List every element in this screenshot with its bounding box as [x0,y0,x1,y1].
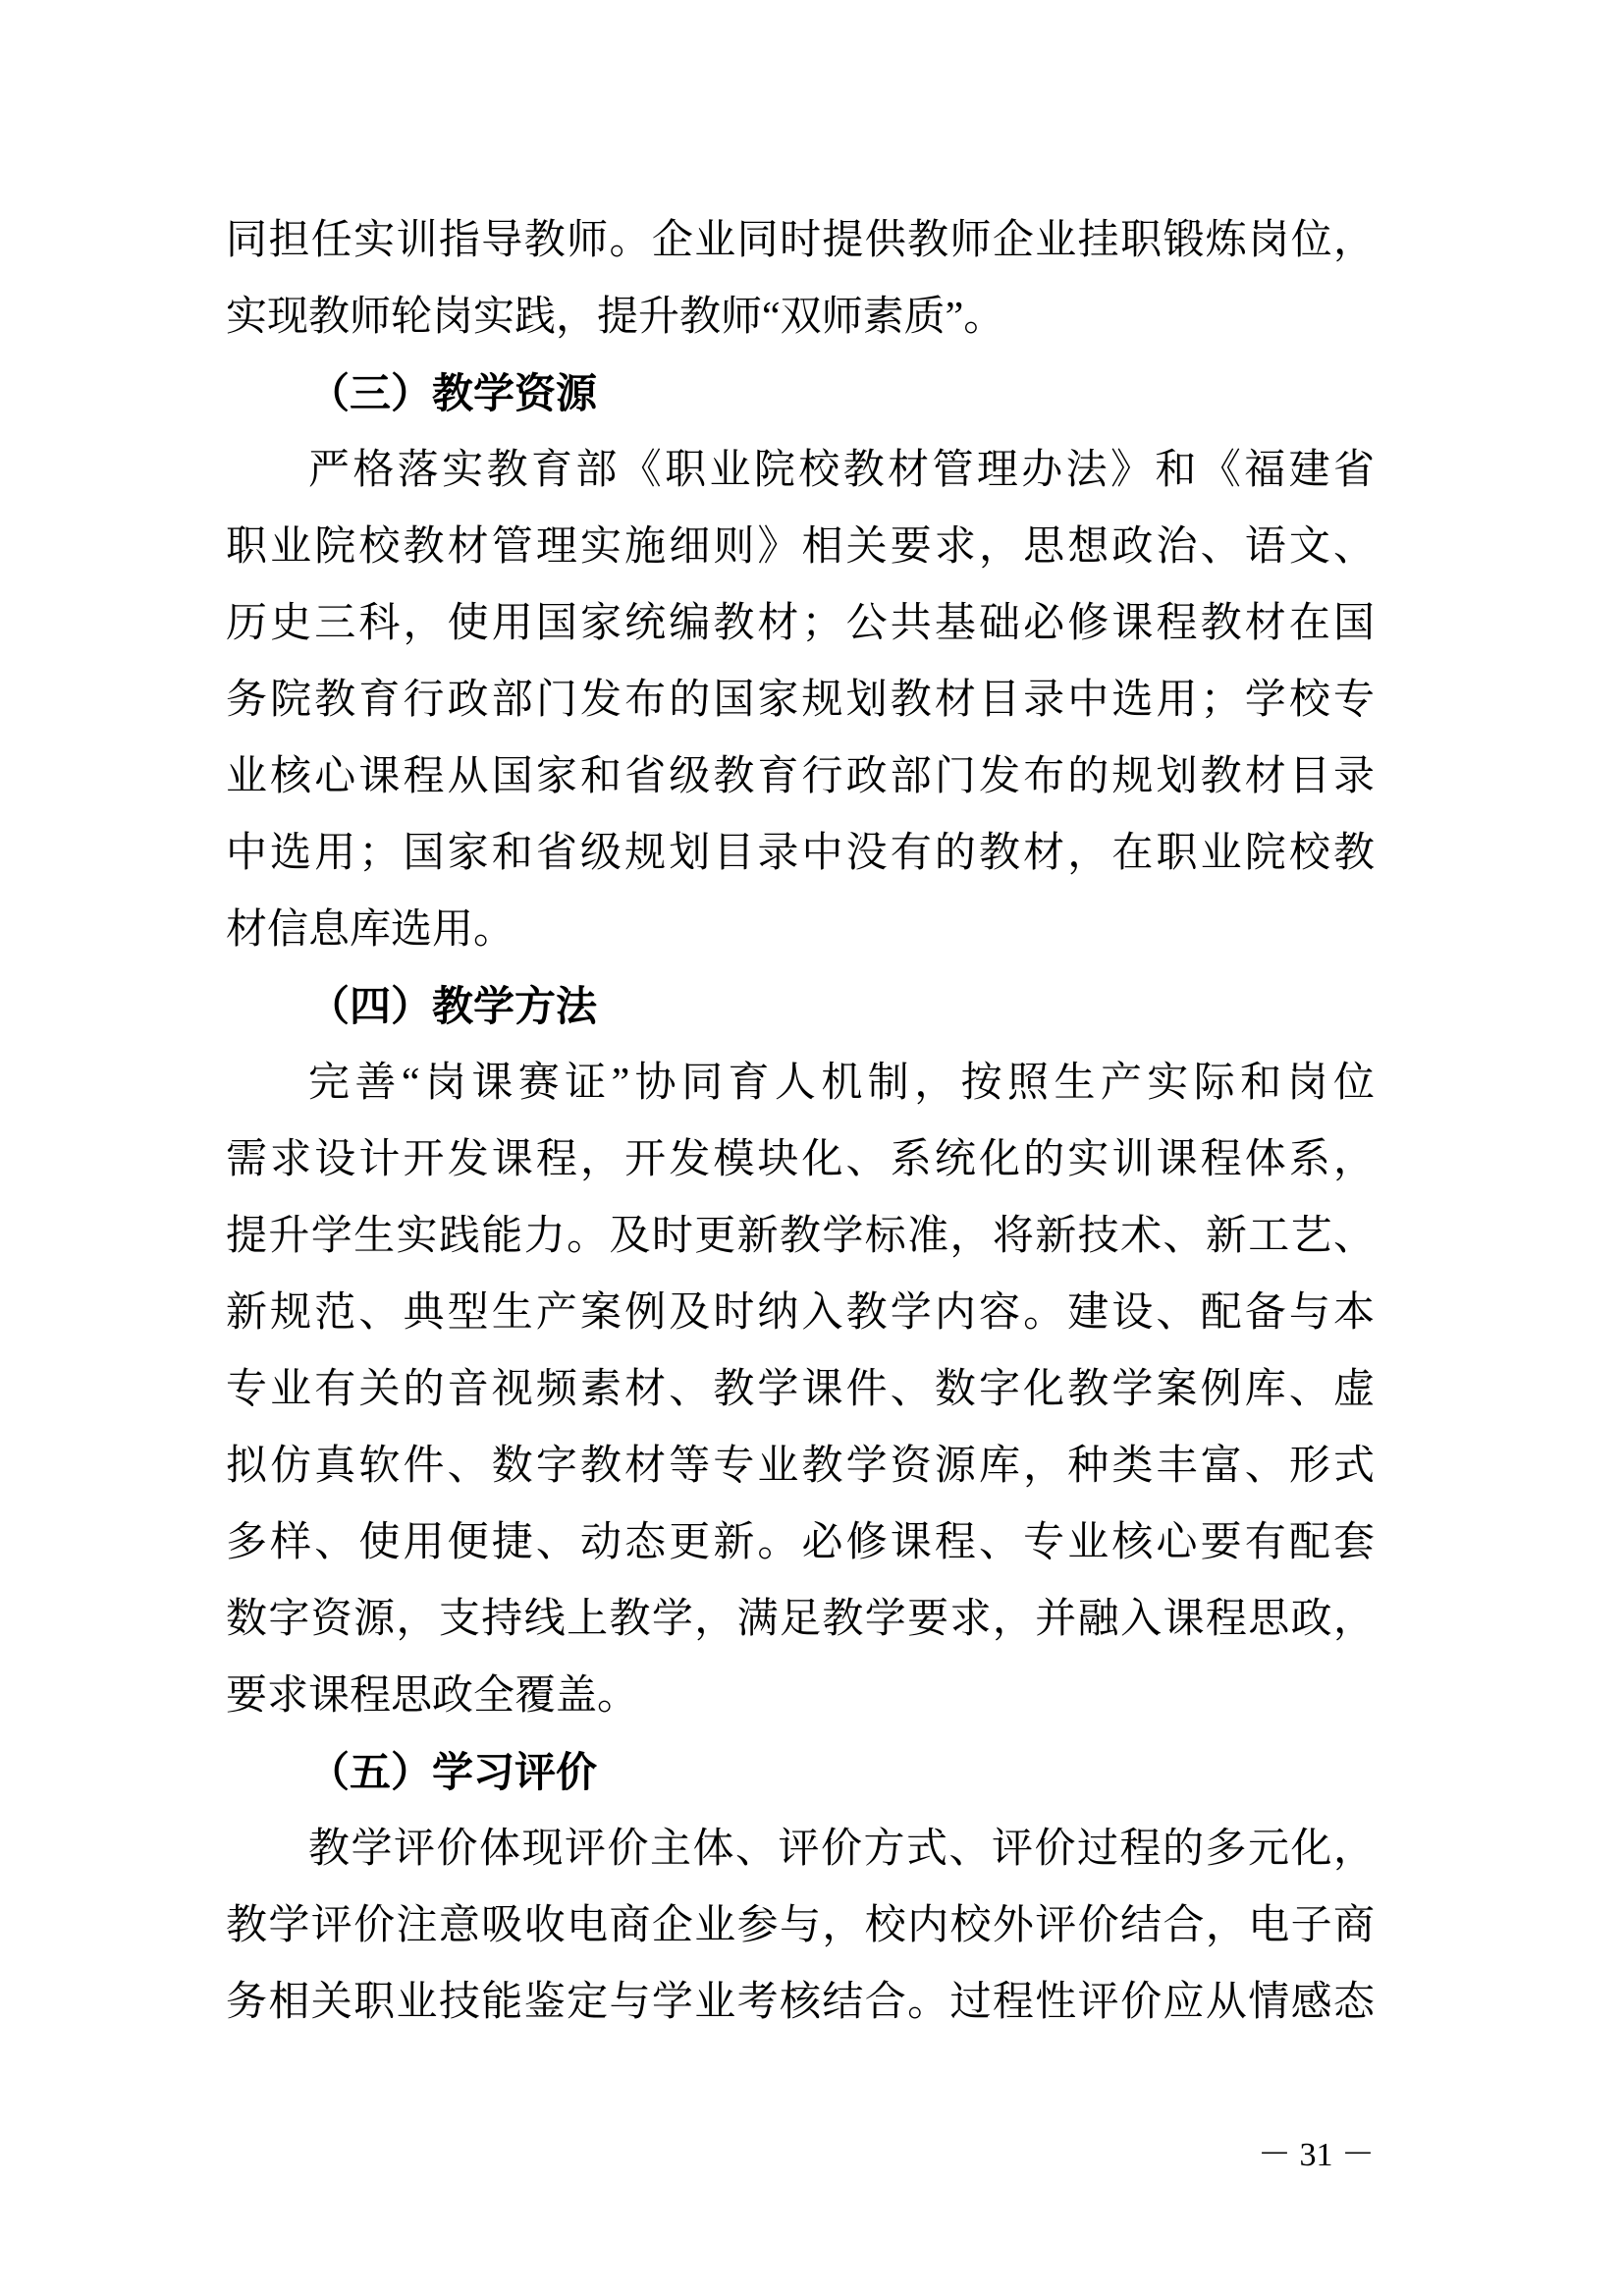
paragraph [226,432,1375,968]
text-line: 教学评价体现评价主体、评价方式、评价过程的多元化， [308,1827,1375,1872]
text-line: 同担任实训指导教师。企业同时提供教师企业挂职锻炼岗位， [226,218,1375,263]
text-line: 提升学生实践能力。及时更新教学标准，将新技术、新工艺、 [226,1214,1375,1259]
text-line: 数字资源，支持线上教学，满足教学要求，并融入课程思政， [226,1597,1375,1642]
text-line: 务相关职业技能鉴定与学业考核结合。过程性评价应从情感态 [226,1980,1375,2025]
text-line: 多样、使用便捷、动态更新。必修课程、专业核心要有配套 [226,1520,1375,1565]
text-line: 实现教师轮岗实践，提升教师“双师素质”。 [226,295,1005,340]
text-line: 新规范、典型生产案例及时纳入教学内容。建设、配备与本 [226,1290,1375,1336]
paragraph [226,202,1375,355]
text-line: 教学评价注意吸收电商企业参与，校内校外评价结合，电子商 [226,1903,1375,1948]
text-line: 专业有关的音视频素材、教学课件、数字化教学案例库、虚 [226,1367,1375,1412]
paragraph [226,1045,1375,1734]
text-line: 务院教育行政部门发布的国家规划教材目录中选用；学校专 [226,678,1375,723]
document-body [226,202,1375,2041]
section-heading: （四）教学方法 [308,983,598,1029]
page-number: － 31 － [1258,2137,1375,2173]
text-line: 拟仿真软件、数字教材等专业教学资源库，种类丰富、形式 [226,1444,1375,1489]
text-line: 要求课程思政全覆盖。 [226,1673,639,1719]
section-heading: （三）教学资源 [308,370,598,416]
paragraph [226,1811,1375,2041]
text-line: 材信息库选用。 [226,907,515,953]
section-heading: （五）学习评价 [308,1749,598,1795]
text-line: 业核心课程从国家和省级教育行政部门发布的规划教材目录 [226,754,1375,799]
text-line: 需求设计开发课程，开发模块化、系统化的实训课程体系， [226,1137,1375,1182]
text-line: 职业院校教材管理实施细则》相关要求，思想政治、语文、 [226,524,1375,570]
text-line: 历史三科，使用国家统编教材；公共基础必修课程教材在国 [226,601,1375,646]
text-line: 中选用；国家和省级规划目录中没有的教材，在职业院校教 [226,831,1375,876]
text-line: 严格落实教育部《职业院校教材管理办法》和《福建省 [308,448,1375,493]
text-line: 完善“岗课赛证”协同育人机制，按照生产实际和岗位 [308,1061,1375,1106]
